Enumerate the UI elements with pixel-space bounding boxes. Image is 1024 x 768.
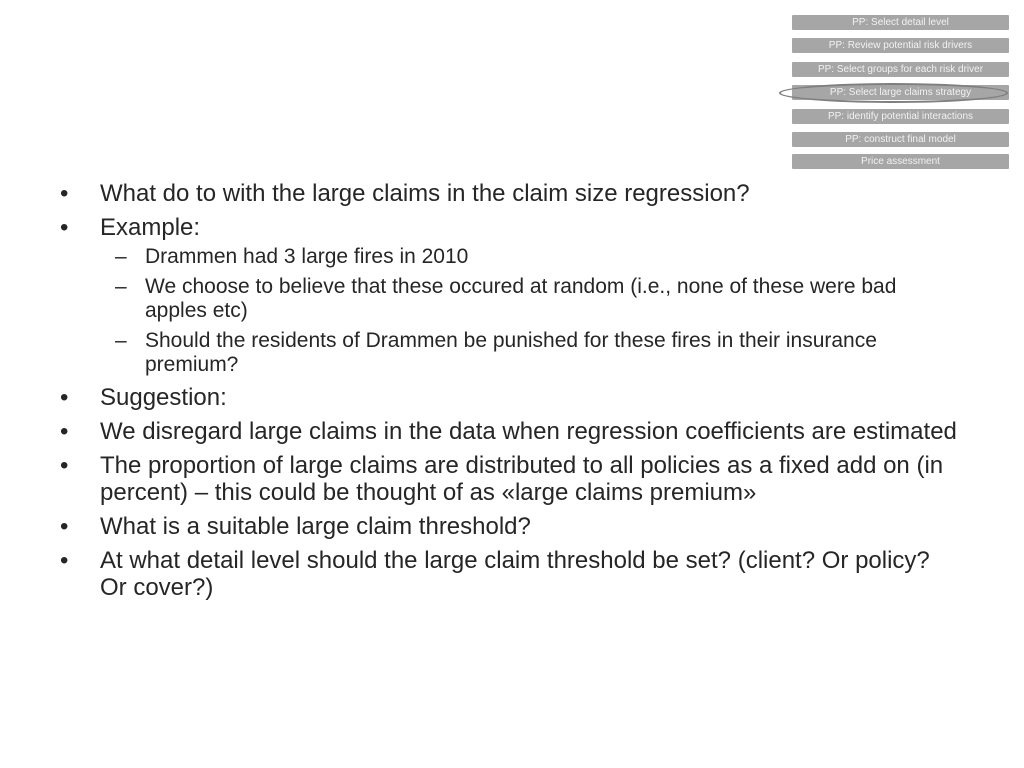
nav-item-review-risk-drivers[interactable]: PP: Review potential risk drivers xyxy=(792,38,1009,53)
list-item xyxy=(60,452,960,506)
list-item xyxy=(60,384,960,411)
list-item-text: What do to with the large claims in the claim size regression? xyxy=(100,180,750,207)
nav-item-select-detail-level[interactable]: PP: Select detail level xyxy=(792,15,1009,30)
list-item-text: What is a suitable large claim threshold? xyxy=(100,513,531,540)
bullet-icon: • xyxy=(60,418,69,445)
list-item-text: The proportion of large claims are distributed to all policies as a fixed add on (in percent) – this could be thought of as «large claims premium» xyxy=(100,452,944,506)
sub-list-item-text: We choose to believe that these occured at random (i.e., none of these were bad apples etc) xyxy=(145,275,897,322)
list-item xyxy=(60,547,960,601)
bullet-icon: • xyxy=(60,452,69,479)
bullet-icon: • xyxy=(60,513,69,540)
sub-list-item-text: Should the residents of Drammen be punished for these fires in their insurance premium? xyxy=(145,329,877,376)
nav-item-select-groups[interactable]: PP: Select groups for each risk driver xyxy=(792,62,1009,77)
bullet-icon: • xyxy=(60,547,69,574)
dash-icon: – xyxy=(115,245,127,268)
bullet-icon: • xyxy=(60,214,69,241)
list-item-text: Suggestion: xyxy=(100,384,227,411)
list-item-text: Example: xyxy=(100,214,201,241)
list-item xyxy=(60,214,960,377)
list-item-text: We disregard large claims in the data when regression coefficients are estimated xyxy=(100,418,957,445)
nav-item-price-assessment[interactable]: Price assessment xyxy=(792,154,1009,169)
nav-item-large-claims-strategy[interactable]: PP: Select large claims strategy xyxy=(792,85,1009,100)
sub-list-item xyxy=(100,329,960,377)
sub-list-item xyxy=(100,275,960,323)
sub-list-item-text: Drammen had 3 large fires in 2010 xyxy=(145,245,469,268)
sub-bullet-list xyxy=(100,245,960,377)
dash-icon: – xyxy=(115,275,127,298)
list-item xyxy=(60,418,960,445)
nav-item-construct-final-model[interactable]: PP: construct final model xyxy=(792,132,1009,147)
nav-item-identify-interactions[interactable]: PP: identify potential interactions xyxy=(792,109,1009,124)
list-item xyxy=(60,180,960,207)
list-item-text: At what detail level should the large claim threshold be set? (client? Or policy? Or cover?) xyxy=(100,547,930,601)
bullet-icon: • xyxy=(60,384,69,411)
sub-list-item xyxy=(100,245,960,269)
list-item xyxy=(60,513,960,540)
bullet-icon: • xyxy=(60,180,69,207)
slide-body xyxy=(60,180,960,608)
bullet-list xyxy=(60,180,960,601)
dash-icon: – xyxy=(115,329,127,352)
